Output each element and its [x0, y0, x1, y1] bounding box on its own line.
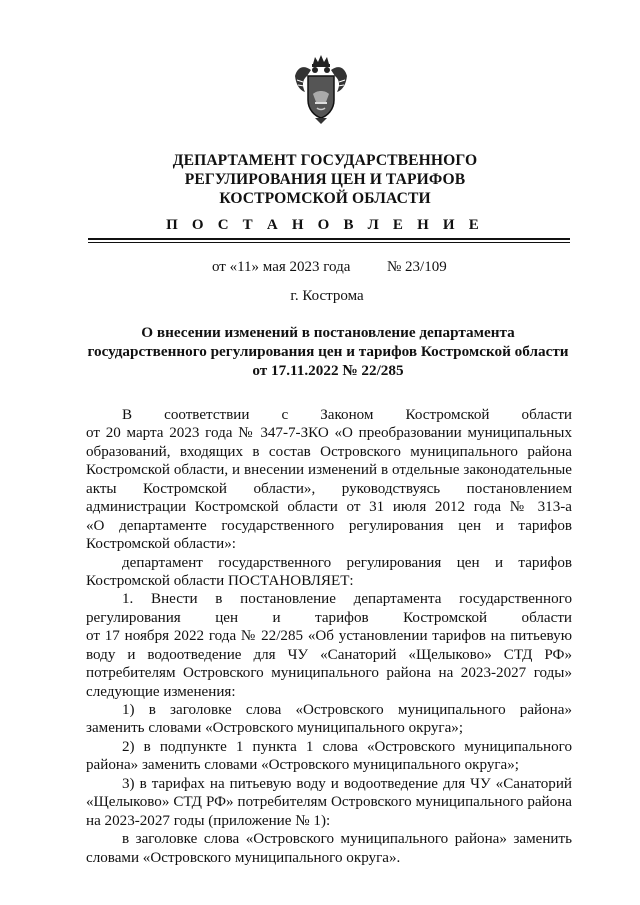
- document-subject: [80, 323, 576, 380]
- body-line: «О департаменте государственного регулирования цен и тарифов: [86, 517, 572, 534]
- body-line: следующие изменения:: [86, 683, 236, 700]
- body-line: потребителям Островского муниципального района на 2023-2027 годы»: [86, 665, 572, 682]
- body-line: 3) в тарифах на питьевую воду и водоотведение для ЧУ «Санаторий: [122, 775, 572, 792]
- body-line: на 2023-2027 годы (приложение № 1):: [86, 812, 331, 829]
- body-line: от 20 марта 2023 года № 347-7-ЗКО «О преобразовании муниципальных: [86, 425, 572, 442]
- document-body: [86, 406, 572, 867]
- body-line: В соответствии с Законом Костромской области: [122, 407, 572, 423]
- body-line: 2) в подпункте 1 пункта 1 слова «Островского муниципального: [122, 738, 572, 755]
- body-line: заменить словами «Островского муниципального округа»;: [86, 720, 464, 737]
- body-line: Костромской области, и внесении изменений в отдельные законодательные: [86, 462, 572, 479]
- department-header-line: РЕГУЛИРОВАНИЯ ЦЕН И ТАРИФОВ: [184, 171, 466, 188]
- document-city: г. Кострома: [290, 288, 364, 304]
- body-line: Костромской области»:: [86, 536, 236, 553]
- body-line: в заголовке слова «Островского муниципального района» заменить: [122, 831, 572, 848]
- department-header-line: ДЕПАРТАМЕНТ ГОСУДАРСТВЕННОГО: [172, 152, 478, 169]
- subject-line: от 17.11.2022 № 22/285: [252, 362, 404, 379]
- body-line: Костромской области ПОСТАНОВЛЯЕТ:: [86, 572, 354, 589]
- header-divider-thin: [88, 242, 570, 243]
- body-line: воду и водоотведение для ЧУ «Санаторий «Щелыково» СТД РФ»: [86, 646, 572, 663]
- department-header-line: КОСТРОМСКОЙ ОБЛАСТИ: [219, 190, 431, 207]
- body-line: образований, входящих в состав Островского муниципального района: [86, 443, 572, 460]
- document-number: № 23/109: [387, 259, 447, 275]
- body-line: 1) в заголовке слова «Островского муниципального района»: [122, 702, 572, 718]
- document-type-title: П О С Т А Н О В Л Е Н И Е: [166, 217, 484, 233]
- body-line: словами «Островского муниципального округа».: [86, 849, 401, 866]
- body-line: департамент государственного регулирования цен и тарифов: [122, 554, 572, 571]
- body-line: от 17 ноября 2022 года № 22/285 «Об установлении тарифов на питьевую: [86, 628, 572, 645]
- body-line: акты Костромской области», руководствуясь постановлением: [86, 480, 572, 497]
- document-date: от «11» мая 2023 года: [212, 259, 351, 275]
- coat-of-arms-icon: [293, 54, 349, 124]
- body-line: 1. Внести в постановление департамента государственного: [122, 591, 572, 608]
- body-line: «Щелыково» СТД РФ» потребителям Островского муниципального района: [86, 794, 572, 811]
- body-line: района» заменить словами «Островского муниципального округа»;: [86, 757, 520, 774]
- body-line: администрации Костромской области от 31 июля 2012 года № 313-а: [86, 499, 572, 516]
- body-line: регулирования цен и тарифов Костромской области: [86, 609, 572, 626]
- subject-line: О внесении изменений в постановление департамента: [141, 324, 515, 341]
- header-divider-thick: [88, 238, 570, 240]
- department-header: [120, 151, 530, 208]
- subject-line: государственного регулирования цен и тарифов Костромской области: [87, 343, 569, 360]
